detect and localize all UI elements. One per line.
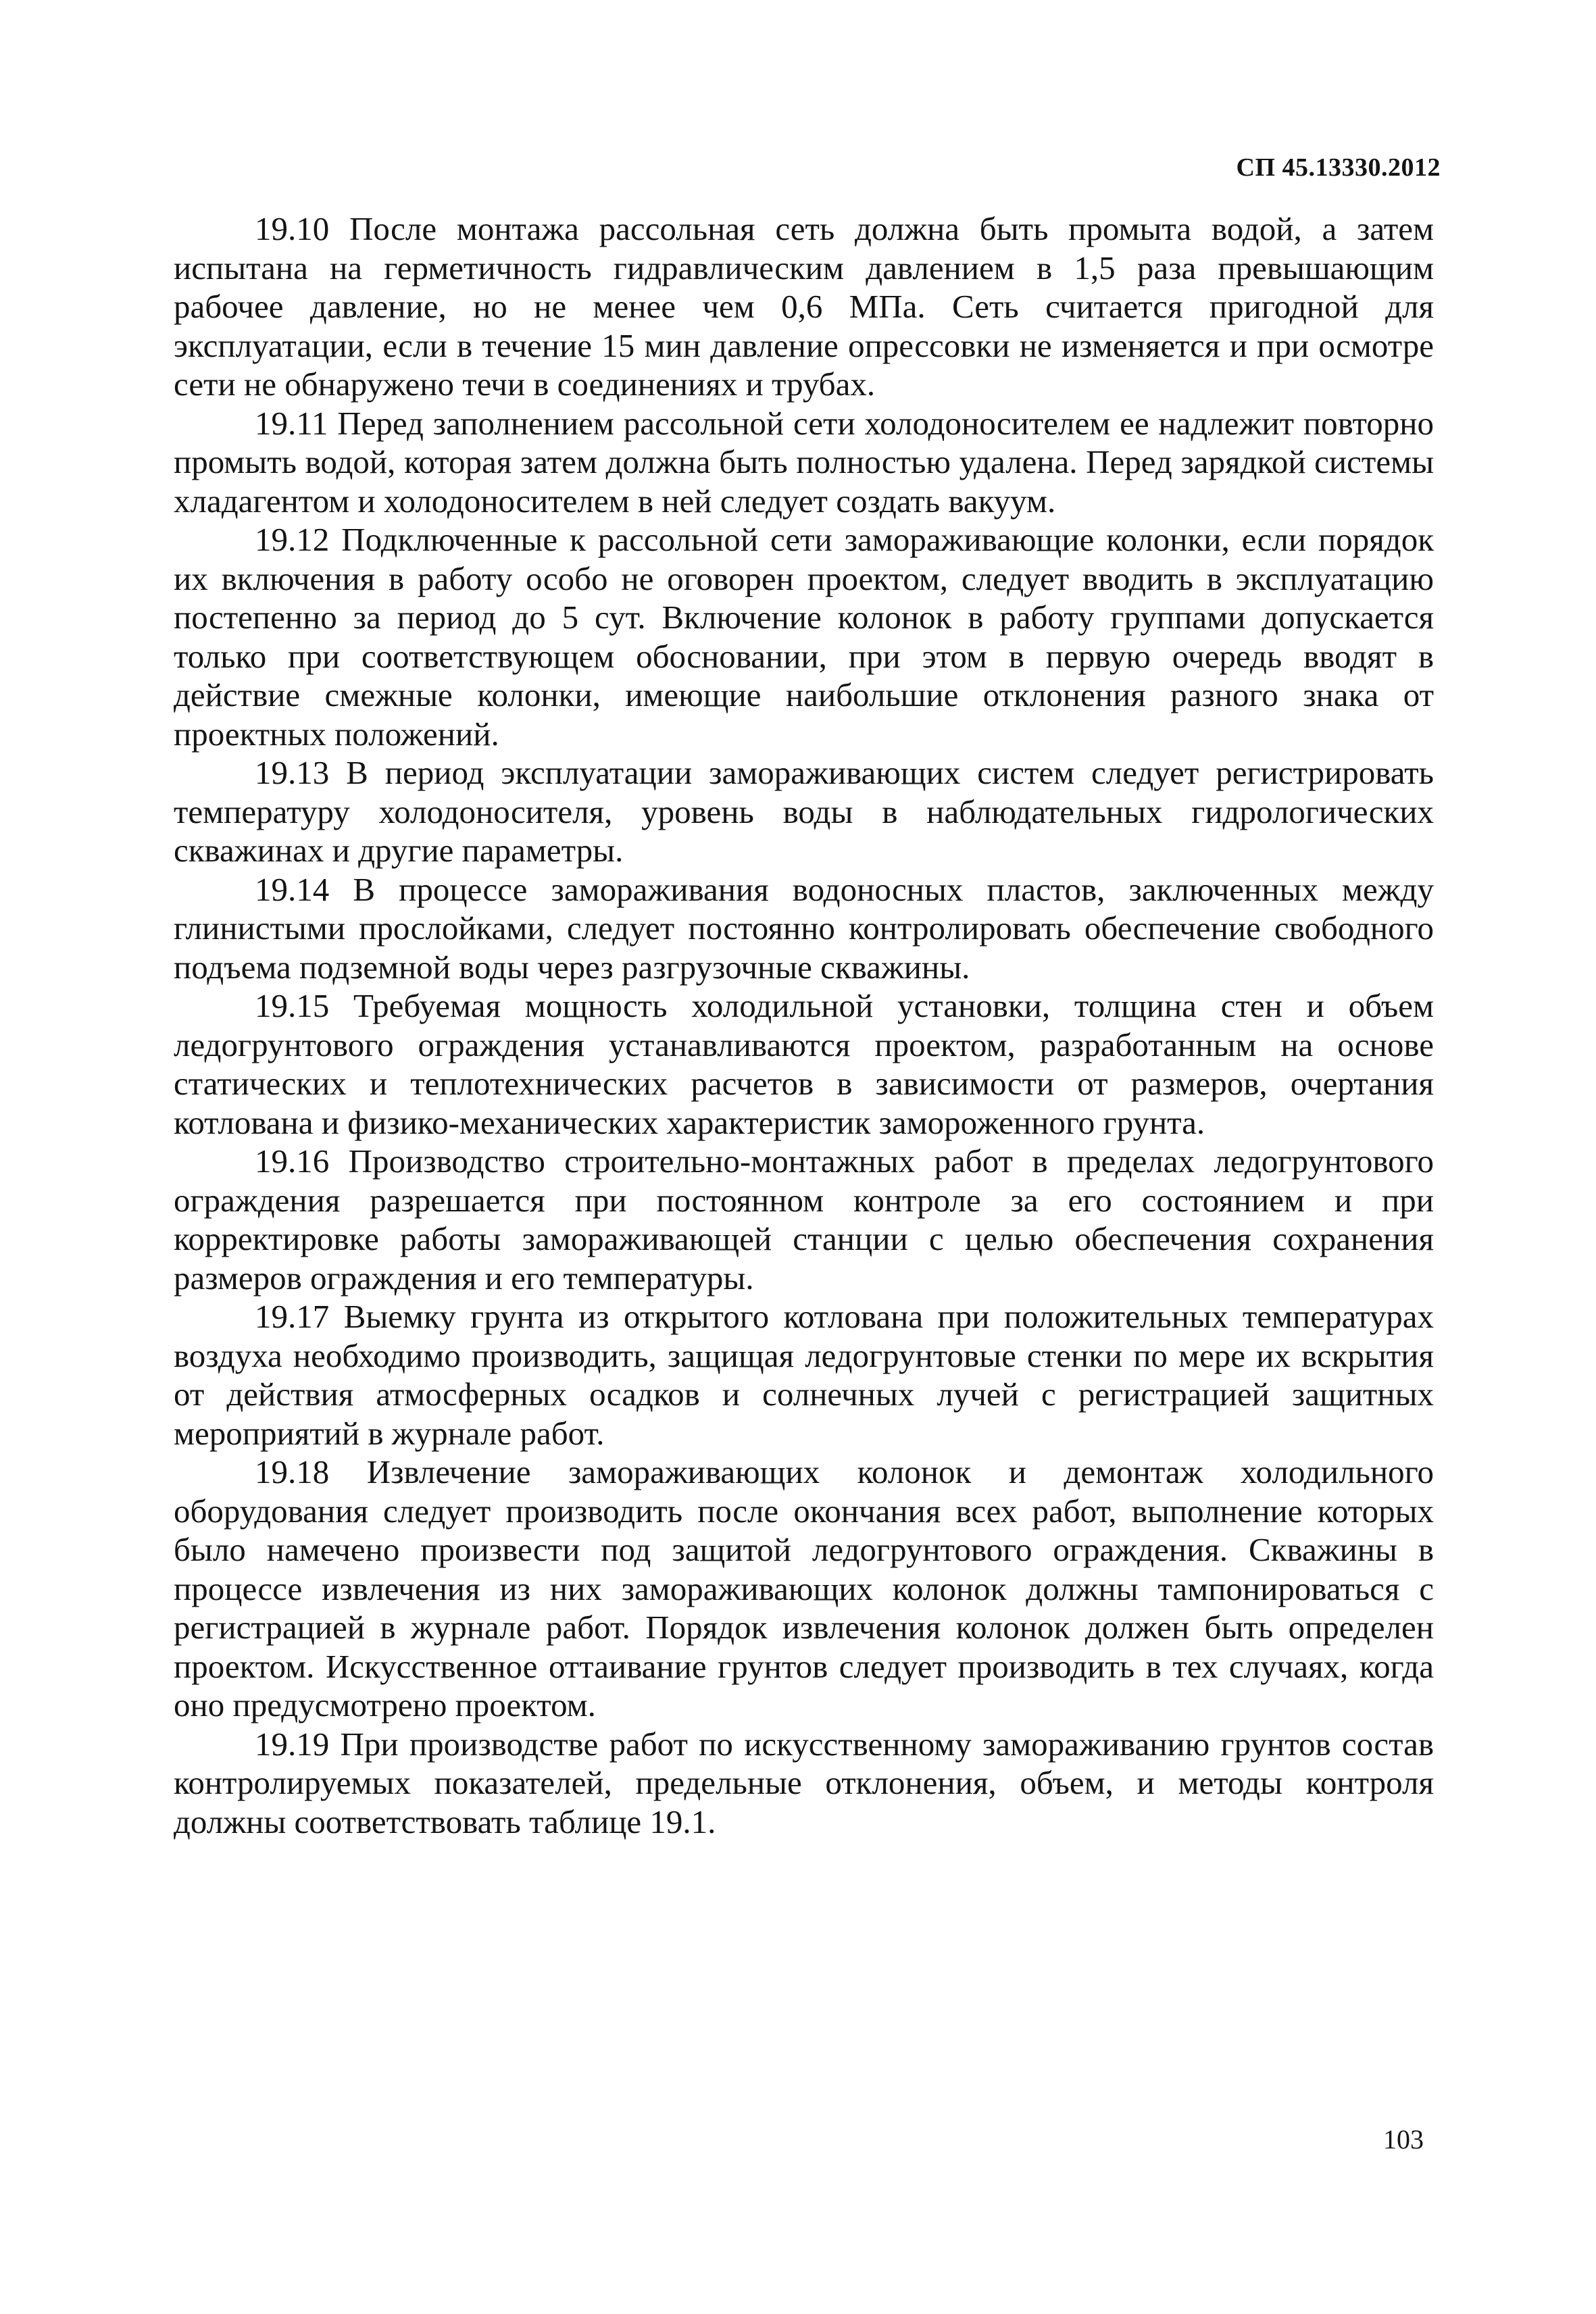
page-number: 103: [1383, 2124, 1424, 2155]
paragraph-19-15: 19.15 Требуемая мощность холодильной установки, толщина стен и объем ледогрунтового ограждения устанавливаются проектом, разработанным на основе статических и теплотехнических расчетов в зависимости от размеров, очертания котлована и физико-механических характеристик замороженного грунта.: [174, 987, 1434, 1141]
paragraph-19-10: 19.10 После монтажа рассольная сеть должна быть промыта водой, а затем испытана на герметичность гидравлическим давлением в 1,5 раза превышающим рабочее давление, но не менее чем 0,6 МПа. Сеть считается пригодной для эксплуатации, если в течение 15 мин давление опрессовки не изменяется и при осмотре сети не обнаружено течи в соединениях и трубах.: [174, 210, 1434, 403]
paragraph-19-13: 19.13 В период эксплуатации замораживающих систем следует регистрировать температуру холодоносителя, уровень воды в наблюдательных гидрологических скважинах и другие параметры.: [174, 754, 1434, 869]
paragraph-19-18: 19.18 Извлечение замораживающих колонок и демонтаж холодильного оборудования следует производить после окончания всех работ, выполнение которых было намечено произвести под защитой ледогрунтового ограждения. Скважины в процессе извлечения из них замораживающих колонок должны тампонироваться с регистрацией в журнале работ. Порядок извлечения колонок должен быть определен проектом. Искусственное оттаивание грунтов следует производить в тех случаях, когда оно предусмотрено проектом.: [174, 1453, 1434, 1724]
paragraph-19-19: 19.19 При производстве работ по искусственному замораживанию грунтов состав контролируемых показателей, предельные отклонения, объем, и методы контроля должны соответствовать таблице 19.1.: [174, 1725, 1434, 1840]
paragraph-19-12: 19.12 Подключенные к рассольной сети замораживающие колонки, если порядок их включения в работу особо не оговорен проектом, следует вводить в эксплуатацию постепенно за период до 5 сут. Включение колонок в работу группами допускается только при соответствующем обосновании, при этом в первую очередь вводят в действие смежные колонки, имеющие наибольшие отклонения разного знака от проектных положений.: [174, 521, 1434, 753]
paragraph-19-11: 19.11 Перед заполнением рассольной сети холодоносителем ее надлежит повторно промыть водой, которая затем должна быть полностью удалена. Перед зарядкой системы хладагентом и холодоносителем в ней следует создать вакуум.: [174, 404, 1434, 520]
document-code-header: СП 45.13330.2012: [1236, 153, 1441, 182]
paragraph-19-17: 19.17 Выемку грунта из открытого котлована при положительных температурах воздуха необходимо производить, защищая ледогрунтовые стенки по мере их вскрытия от действия атмосферных осадков и солнечных лучей с регистрацией защитных мероприятий в журнале работ.: [174, 1298, 1434, 1452]
document-body: [174, 209, 1434, 1841]
paragraph-19-14: 19.14 В процессе замораживания водоносных пластов, заключенных между глинистыми прослойками, следует постоянно контролировать обеспечение свободного подъема подземной воды через разгрузочные скважины.: [174, 870, 1434, 986]
paragraph-19-16: 19.16 Производство строительно-монтажных работ в пределах ледогрунтового ограждения разрешается при постоянном контроле за его состоянием и при корректировке работы замораживающей станции с целью обеспечения сохранения размеров ограждения и его температуры.: [174, 1142, 1434, 1297]
